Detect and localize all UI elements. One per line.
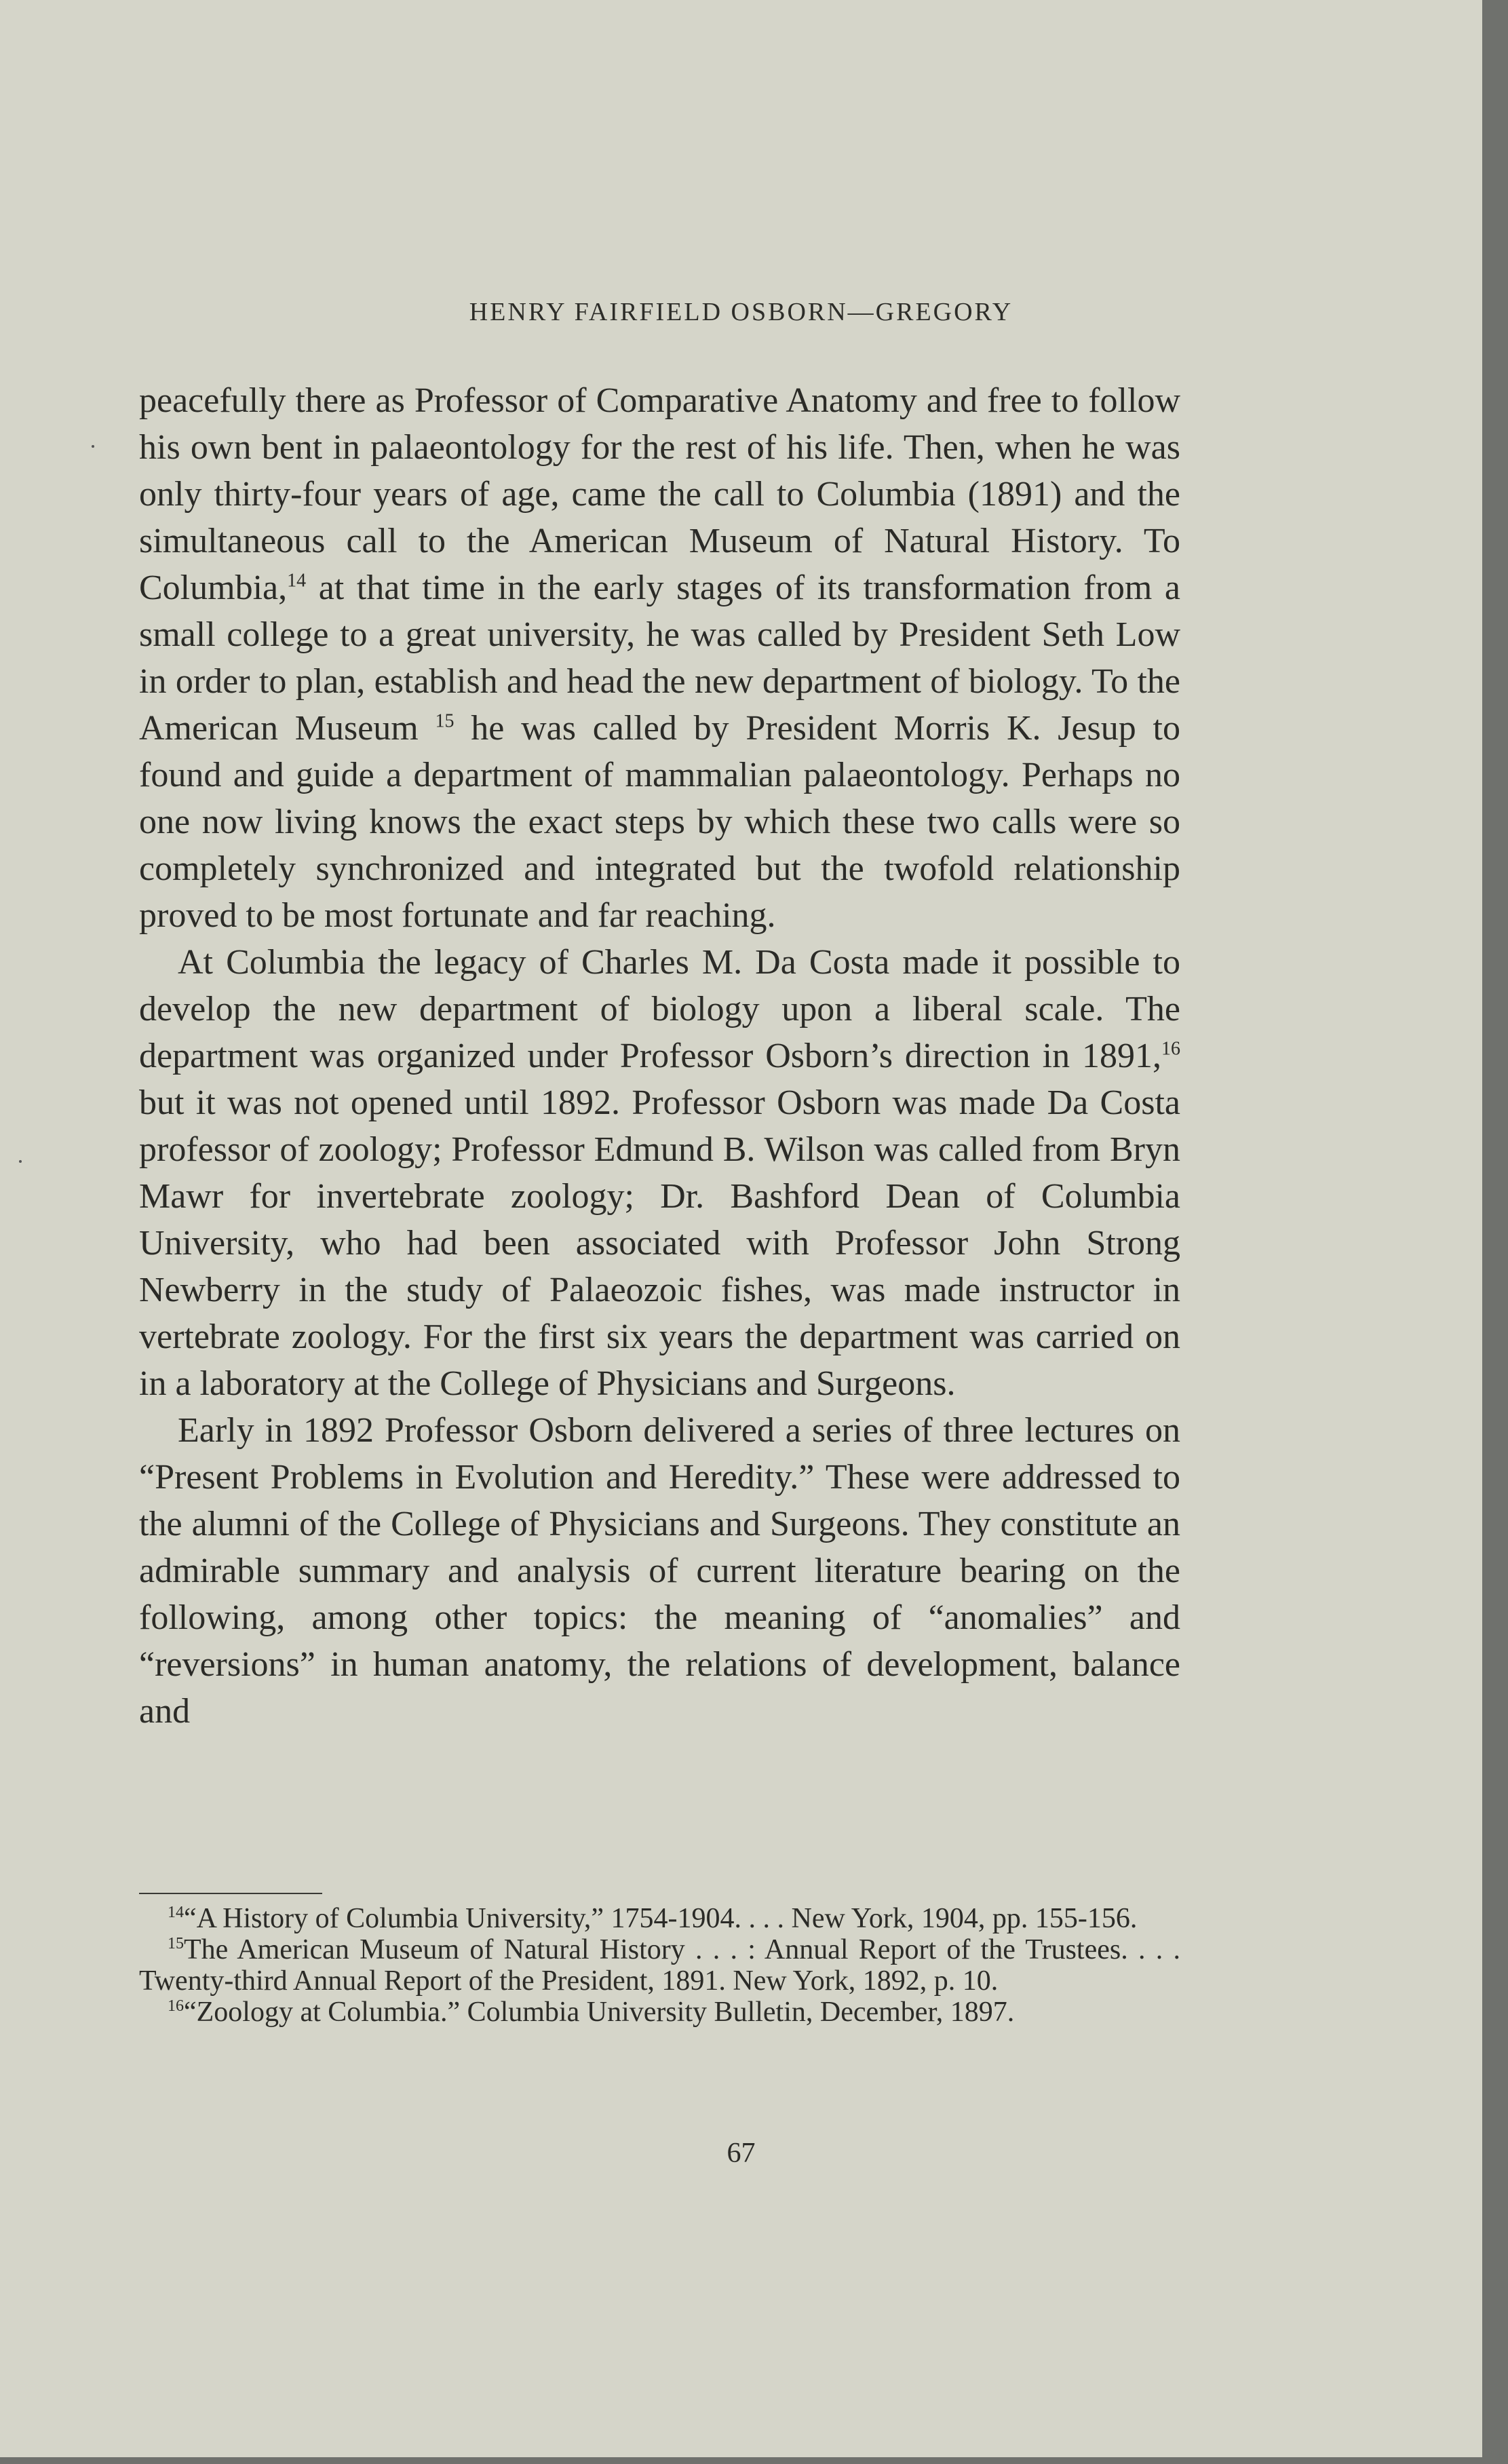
running-head: HENRY FAIRFIELD OSBORN—GREGORY xyxy=(469,298,1013,326)
paragraph-1 xyxy=(139,377,1180,939)
footnote-14-text: “A History of Columbia University,” 1754-1904. . . . New York, 1904, pp. 155-156. xyxy=(184,1903,1138,1934)
paragraph-text: Early in 1892 Professor Osborn delivered a series of three lectures on “Present Problems in Evolution and Heredity.” These were addressed to the alumni of the College of Physicians and Surgeons. They constitute an admirable summary and analysis of current literature bearing on the following, among other topics: the meaning of “anomalies” and “reversions” in human anatomy, the relations of development, balance and xyxy=(139,1411,1180,1731)
footnotes xyxy=(139,1903,1180,2028)
footnote-ref-16: 16 xyxy=(1161,1038,1180,1060)
paragraph-text: but it was not opened until 1892. Professor Osborn was made Da Costa professor of zoology; Professor Edmund B. Wilson was called from Bryn Mawr for invertebrate zoology; Dr. Bashford Dean of Columbia University, who had been associated with Professor John Strong Newberry in the study of Palaeozoic fishes, was made instructor in vertebrate zoology. For the first six years the department was carried on in a laboratory at the College of Physicians and Surgeons. xyxy=(139,1083,1180,1403)
footnote-ref-14: 14 xyxy=(287,570,307,592)
paragraph-text: peacefully there as Professor of Comparative Anatomy and free to follow his own bent in palaeontology for the rest of his life. Then, when he was only thirty-four years of age, came the call to Columbia (1891) and the simultaneous call to the American Museum of Natural History. To Columbia, xyxy=(139,381,1180,607)
footnote-14-number: 14 xyxy=(168,1904,184,1921)
footnote-15 xyxy=(139,1934,1180,1997)
paragraph-text: at that time in the early stages of its transformation from a small college to a great university, he was called by President Seth Low in order to plan, establish and head the new department of biology. To the American Museum xyxy=(139,569,1180,748)
paragraph-3 xyxy=(139,1407,1180,1735)
footnote-14 xyxy=(139,1903,1180,1934)
paragraph-text: At Columbia the legacy of Charles M. Da Costa made it possible to develop the new department of biology upon a liberal scale. The department was organized under Professor Osborn’s direction in 1891, xyxy=(139,943,1180,1075)
page-edge-right xyxy=(1482,0,1508,2464)
footnote-15-text: The American Museum of Natural History . . . : Annual Report of the Trustees. . . . Twenty-third Annual Report of the President, 1891. New York, 1892, p. 10. xyxy=(139,1934,1180,1997)
footnote-16-text: “Zoology at Columbia.” Columbia University Bulletin, December, 1897. xyxy=(184,1997,1015,2028)
body-text xyxy=(139,377,1180,1735)
speck-mark xyxy=(19,1160,22,1163)
footnote-rule xyxy=(139,1893,322,1894)
speck-mark xyxy=(92,445,94,448)
page-number: 67 xyxy=(727,2138,756,2169)
footnote-16 xyxy=(139,1997,1180,2028)
footnote-16-number: 16 xyxy=(168,1997,184,2015)
paragraph-2 xyxy=(139,939,1180,1407)
footnote-15-number: 15 xyxy=(168,1935,184,1952)
paragraph-text: he was called by President Morris K. Jesup to found and guide a department of mammalian palaeontology. Perhaps no one now living knows the exact steps by which these two calls were so completely synchronized and integrated but the twofold relationship proved to be most fortunate and far reaching. xyxy=(139,709,1180,935)
page-edge-bottom xyxy=(0,2457,1508,2464)
footnote-ref-15: 15 xyxy=(435,710,455,732)
